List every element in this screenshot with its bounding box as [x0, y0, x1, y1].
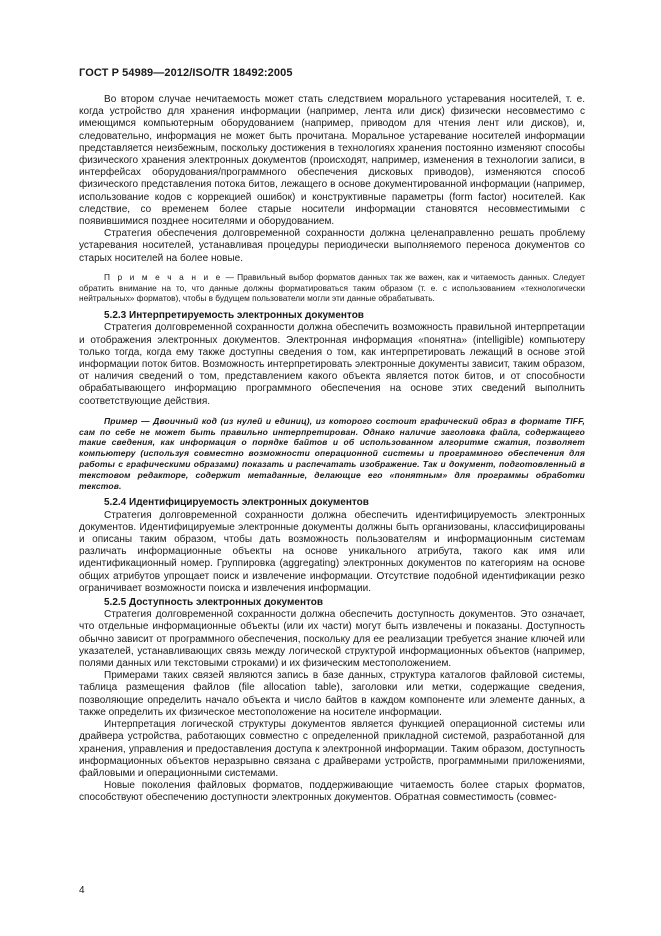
section-heading-5-2-5: 5.2.5 Доступность электронных документов — [104, 597, 323, 609]
example-paragraph: Пример — Двоичный код (из нулей и единиц), из которого состоит графический образ в формате TIFF, сам по себе не может быть правильно интерпретирован. Однако наличие заголовка файла, содержащего такие сведения, как информация о порядке байтов и об использованном алгоритме сжатия, позволяет компьютеру (используя совместно возможности операционной системы и программного обеспечения для работы с графическими образами) показать и распечатать изображение. Так и документ, подготовленный в текстовом редакторе, содержит метаданные, делающие его «понятным» для программы обработки текстов. — [79, 415, 585, 491]
section-heading-5-2-4: 5.2.4 Идентифицируемость электронных документов — [104, 497, 369, 509]
paragraph-accessibility: Стратегия долговременной сохранности должна обеспечить доступность документов. Это означает, что отдельные информационные объекты (или их части) могут быть извлечены и показаны. Доступность обычно зависит от программного обеспечения, поскольку для ее реализации требуется знание ключей или указателей, устанавливающих связь между логической структурой информационных объектов (например, полями данных или текстовыми строками) и их физическим местоположением. — [79, 609, 585, 670]
page-number: 4 — [79, 885, 85, 896]
paragraph-file-formats: Новые поколения файловых форматов, поддерживающие читаемость более старых форматов, способствуют обеспечению доступности электронных документов. Обратная совместимость (совмес- — [79, 780, 585, 804]
note-text: — Правильный выбор форматов данных так же важен, как и читаемость данных. Следует обратить внимание на то, что данные должны форматироваться таким образом (т. е. с использованием «технологически нейтральных» форматов), чтобы в будущем пользователи могли эти данные обрабатывать. — [79, 271, 585, 304]
paragraph-interpretability: Стратегия долговременной сохранности должна обеспечить возможность правильной интерпретации и отображения электронных документов. Электронная информация «понятна» (intelligible) компьютеру только тогда, когда ему также доступны сведения о том, как интерпретировать лежащий в основе этой информации поток битов. Возможность интерпретировать электронные документы зависит, таким образом, от наличия сведений о том, представлением какого объекта является поток битов, и от способности обрабатывающего информацию программного обеспечения на основе этих сведений выполнить соответствующие действия. — [79, 322, 585, 407]
note — [79, 272, 585, 304]
paragraph-link-examples: Примерами таких связей являются запись в базе данных, структура каталогов файловой системы, таблица размещения файлов (file allocation table), заголовки или метки, содержащие сведения, позволяющие определить начало объекта и число байтов в каждом компоненте или элементе данных, а также определить их физическое местоположение на носителе информации. — [79, 670, 585, 718]
section-heading-5-2-3: 5.2.3 Интерпретируемость электронных документов — [104, 310, 364, 322]
document-body — [79, 94, 585, 805]
note-label: П р и м е ч а н и е — [104, 271, 223, 282]
paragraph-identifiability: Стратегия долговременной сохранности должна обеспечить идентифицируемость электронных документов. Идентифицируемые электронные документы должны быть организованы, классифицированы и описаны таким образом, чтобы дать возможность пользователям и информационным системам различать информационные объекты на основе уникального атрибута, такого как имя или идентификационный номер. Группировка (aggregating) электронных документов по категориям на основе общих атрибутов упрощает поиск и извлечение информации. Отсутствие подобной идентификации резко ограничивает возможности поиска и извлечения информации. — [79, 509, 585, 594]
paragraph-logical-structure: Интерпретация логической структуры документов является функцией операционной системы или драйвера устройства, работающих совместно с определенной прикладной системой, разработанной для хранения, управления и предоставления доступа к электронной информации. Таким образом, доступность информационных объектов неразрывно связана с драйверами устройств, программными приложениями, файловыми и операционными системами. — [79, 719, 585, 779]
paragraph-media-strategy: Стратегия обеспечения долговременной сохранности должна целенаправленно решать проблему устаревания носителей, устанавливая процедуры периодически выполняемого переноса документов со старых носителей на более новые. — [79, 228, 585, 264]
paragraph-media-obsolescence: Во втором случае нечитаемость может стать следствием морального устаревания носителей, т. е. когда устройство для хранения информации (например, лента или диск) физически несовместимо с имеющимся компьютерным оборудованием (например, приводом для чтения лент или дисков), и, следовательно, информация не может быть прочитана. Моральное устаревание носителей информации представляется неизбежным, поскольку достижения в технологиях хранения постоянно изменяют способы физического хранения электронных документов (происходят, например, изменения в технологии записи, в интерфейсах оборудования/программного обеспечения дисковых приводов), изменяются способ физического представления потока битов, лежащего в основе документированной информации (например, использование кодов с коррекцией ошибок) и конструктивные параметры (form factor) носителей. Как следствие, со временем более старые носители информации становятся несовместимыми с появившимися позднее носителями и оборудованием. — [79, 94, 585, 228]
document-header: ГОСТ Р 54989—2012/ISO/TR 18492:2005 — [79, 67, 293, 79]
